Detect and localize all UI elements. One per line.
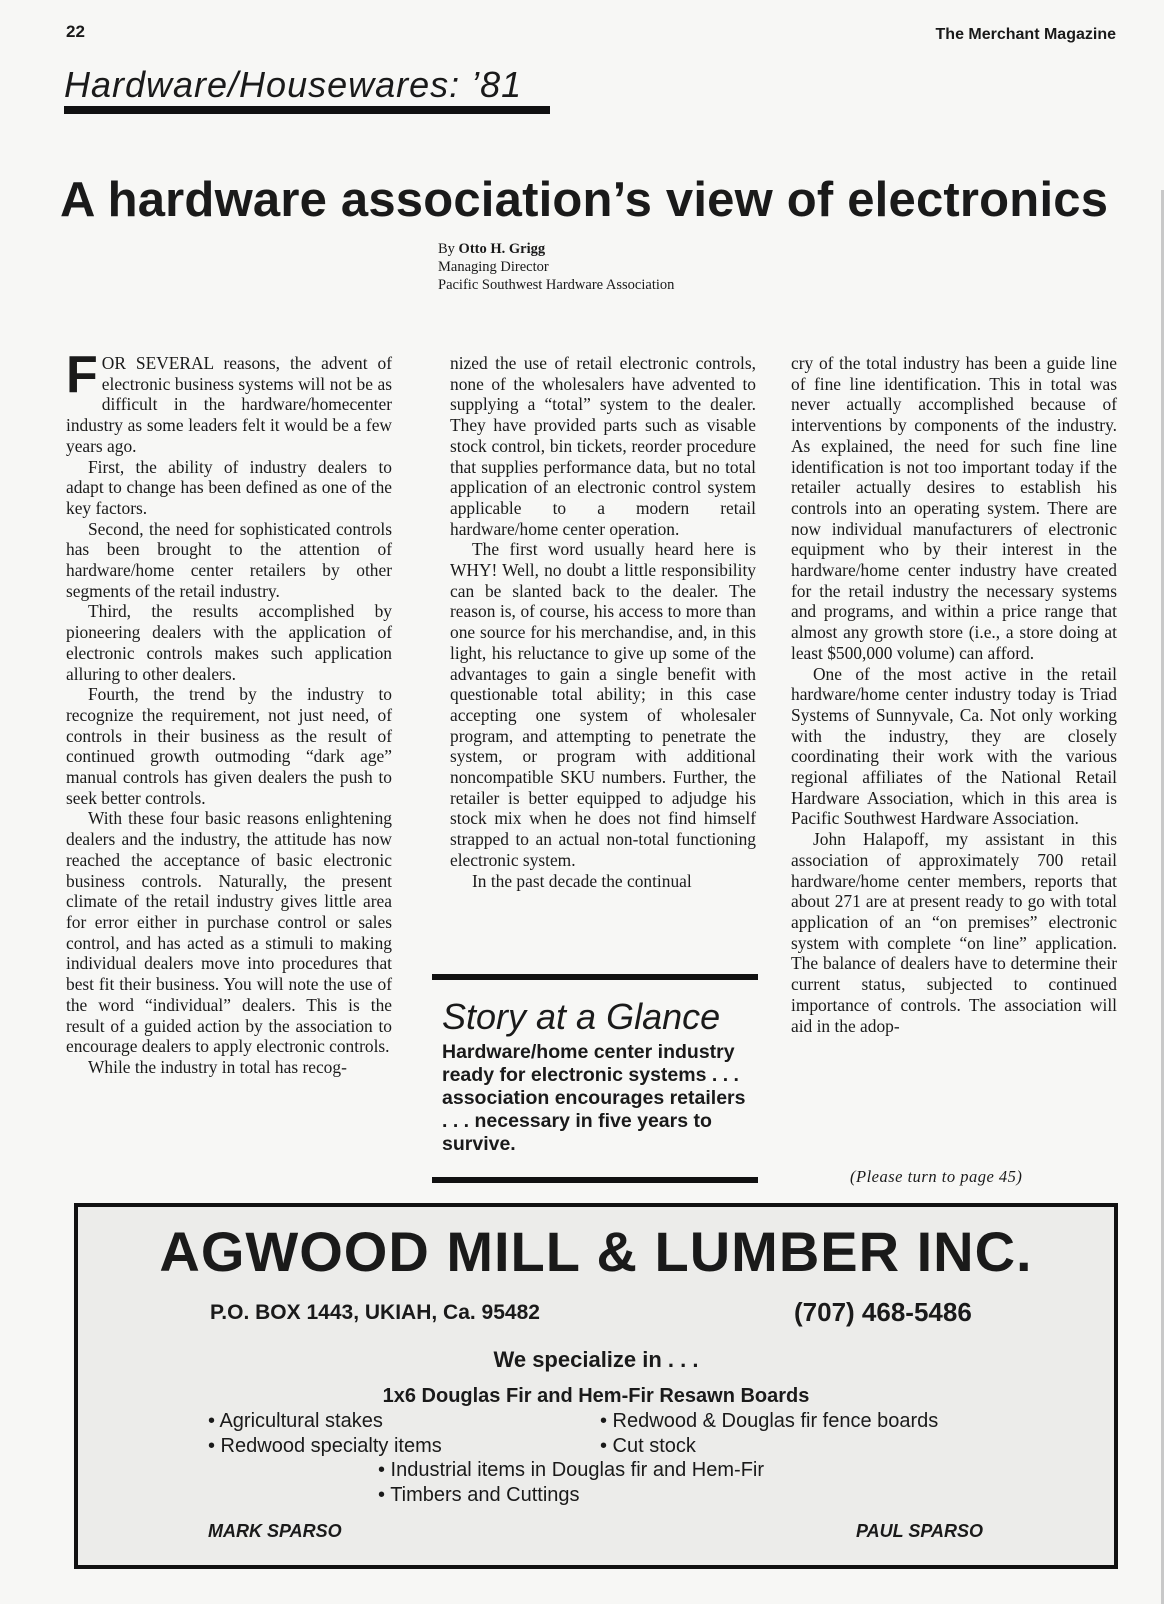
ad-list-item: • Timbers and Cuttings: [378, 1484, 580, 1506]
paragraph: cry of the total industry has been a guide line of fine line identification. This in total was never actually accomplished because of interventions by components of the industry. As explained, the need for such fine line identification is not too important today if the retailer actually desires to establish his controls into an operating system. There are now individual manufacturers of electronic equipment who by their interest in the hardware/home center industry have created for the retail industry the necessary systems and programs, and within a price range that almost any growth store (i.e., a store doing at least $500,000 volume) can afford.: [791, 353, 1117, 663]
ad-contact-right: PAUL SPARSO: [856, 1521, 984, 1541]
advertisement: [74, 1203, 1118, 1569]
publication-name: The Merchant Magazine: [935, 26, 1116, 43]
ad-list-item: • Cut stock: [600, 1435, 696, 1457]
ad-address: P.O. BOX 1443, UKIAH, Ca. 95482: [210, 1301, 540, 1324]
paragraph: First, the ability of industry dealers to adapt to change has been defined as one of the key factors.: [66, 456, 392, 518]
ad-phone: (707) 468-5486: [794, 1297, 972, 1327]
paragraph: Second, the need for sophisticated controls has been brought to the attention of hardware/home center retailers by other segments of the retail industry.: [66, 518, 392, 601]
paragraph: With these four basic reasons enlightening dealers and the industry, the attitude has now reached the acceptance of basic electronic business controls. Naturally, the present climate of the retail industry gives little area for error either in purchase control or sales control, and has acted as a stimuli to making individual dealers move into procedures that best fit their business. You will note the use of the word “individual” dealers. This is the result of a guided action by the association to encourage dealers to apply electronic controls.: [66, 808, 392, 1057]
ad-list-item: • Redwood & Douglas fir fence boards: [600, 1410, 939, 1432]
ad-company-name: AGWOOD MILL & LUMBER INC.: [159, 1220, 1033, 1283]
glance-title: Story at a Glance: [442, 996, 721, 1037]
glance-top-rule: [432, 974, 758, 980]
ad-contact-left: MARK SPARSO: [208, 1521, 342, 1541]
paragraph: FOR SEVERAL reasons, the advent of electronic business systems will not be as difficult in the hardware/homecenter industry as some leaders felt it would be a few years ago.: [66, 346, 392, 456]
byline-author: Otto H. Grigg: [458, 241, 546, 257]
drop-cap: F: [66, 346, 98, 404]
byline-prefix: By: [438, 241, 459, 257]
byline-organization: Pacific Southwest Hardware Association: [438, 277, 675, 293]
section-title: Hardware/Housewares: ’81: [64, 64, 523, 105]
glance-summary: Hardware/home center industry ready for electronic systems . . . association encourages retailers . . . necessary in five years to survive.: [442, 1041, 746, 1155]
story-at-a-glance-box: [432, 974, 758, 1185]
ad-feature-product: 1x6 Douglas Fir and Hem-Fir Resawn Boards: [382, 1385, 810, 1407]
ad-list-item: • Industrial items in Douglas fir and Hem-Fir: [378, 1459, 765, 1481]
page-number: 22: [66, 22, 85, 41]
paragraph: Fourth, the trend by the industry to recognize the requirement, not just need, of controls in their business as the result of continued growth outmoding “dark age” manual controls has given dealers the push to seek better controls.: [66, 684, 392, 808]
paragraph: While the industry in total has recog-: [88, 1056, 347, 1077]
byline-title: Managing Director: [438, 259, 549, 275]
byline: [438, 240, 674, 294]
headline: A hardware association’s view of electronics: [60, 173, 1109, 227]
section-rule: [64, 106, 550, 114]
paragraph: In the past decade the continual: [472, 870, 692, 891]
glance-bottom-rule: [432, 1177, 758, 1183]
ad-list-item: • Redwood specialty items: [208, 1435, 442, 1457]
article-column-1: [66, 346, 392, 1078]
continued-notice: (Please turn to page 45): [850, 1167, 1023, 1186]
article-column-2: [450, 353, 756, 891]
paragraph: Third, the results accomplished by pioneering dealers with the application of electronic controls makes such application alluring to other dealers.: [66, 601, 392, 684]
ad-list-item: • Agricultural stakes: [208, 1410, 383, 1432]
paragraph: John Halapoff, my assistant in this association of approximately 700 retail hardware/home center members, reports that about 271 are at present ready to go with total application of an “on premises” electronic system with complete “on line” application. The balance of dealers have to determine their current status, subjected to continued importance of controls. The association will aid in the adop-: [791, 829, 1117, 1036]
article-column-3: [791, 353, 1117, 1036]
byline-author-line: [438, 240, 674, 258]
paragraph: One of the most active in the retail hardware/home center industry today is Triad Systems of Sunnyvale, Ca. Not only working with the industry, they are closely coordinating their work with the various regional affiliates of the National Retail Hardware Association, which in this area is Pacific Southwest Hardware Association.: [791, 663, 1117, 829]
paragraph: nized the use of retail electronic controls, none of the wholesalers have advented to supplying a “total” system to the dealer. They have provided parts such as visable stock control, bin tickets, reorder procedure that supplies performance data, but no total application of an electronic control system applicable to a modern retail hardware/home center operation.: [450, 353, 756, 539]
paragraph: The first word usually heard here is WHY! Well, no doubt a little responsibility can be slanted back to the dealer. The reason is, of course, his access to more than one source for his merchandise, and, in this light, his reluctance to give up some of the advantages to gain a single benefit with questionable total ability; in this case accepting one system of wholesaler program, and attempting to penetrate the system, or program with additional noncompatible SKU numbers. Further, the retailer is better equipped to adjudge his stock mix when he does not find himself strapped to an actual non-total functioning electronic system.: [450, 539, 756, 870]
ad-specialize-heading: We specialize in . . .: [493, 1347, 699, 1372]
